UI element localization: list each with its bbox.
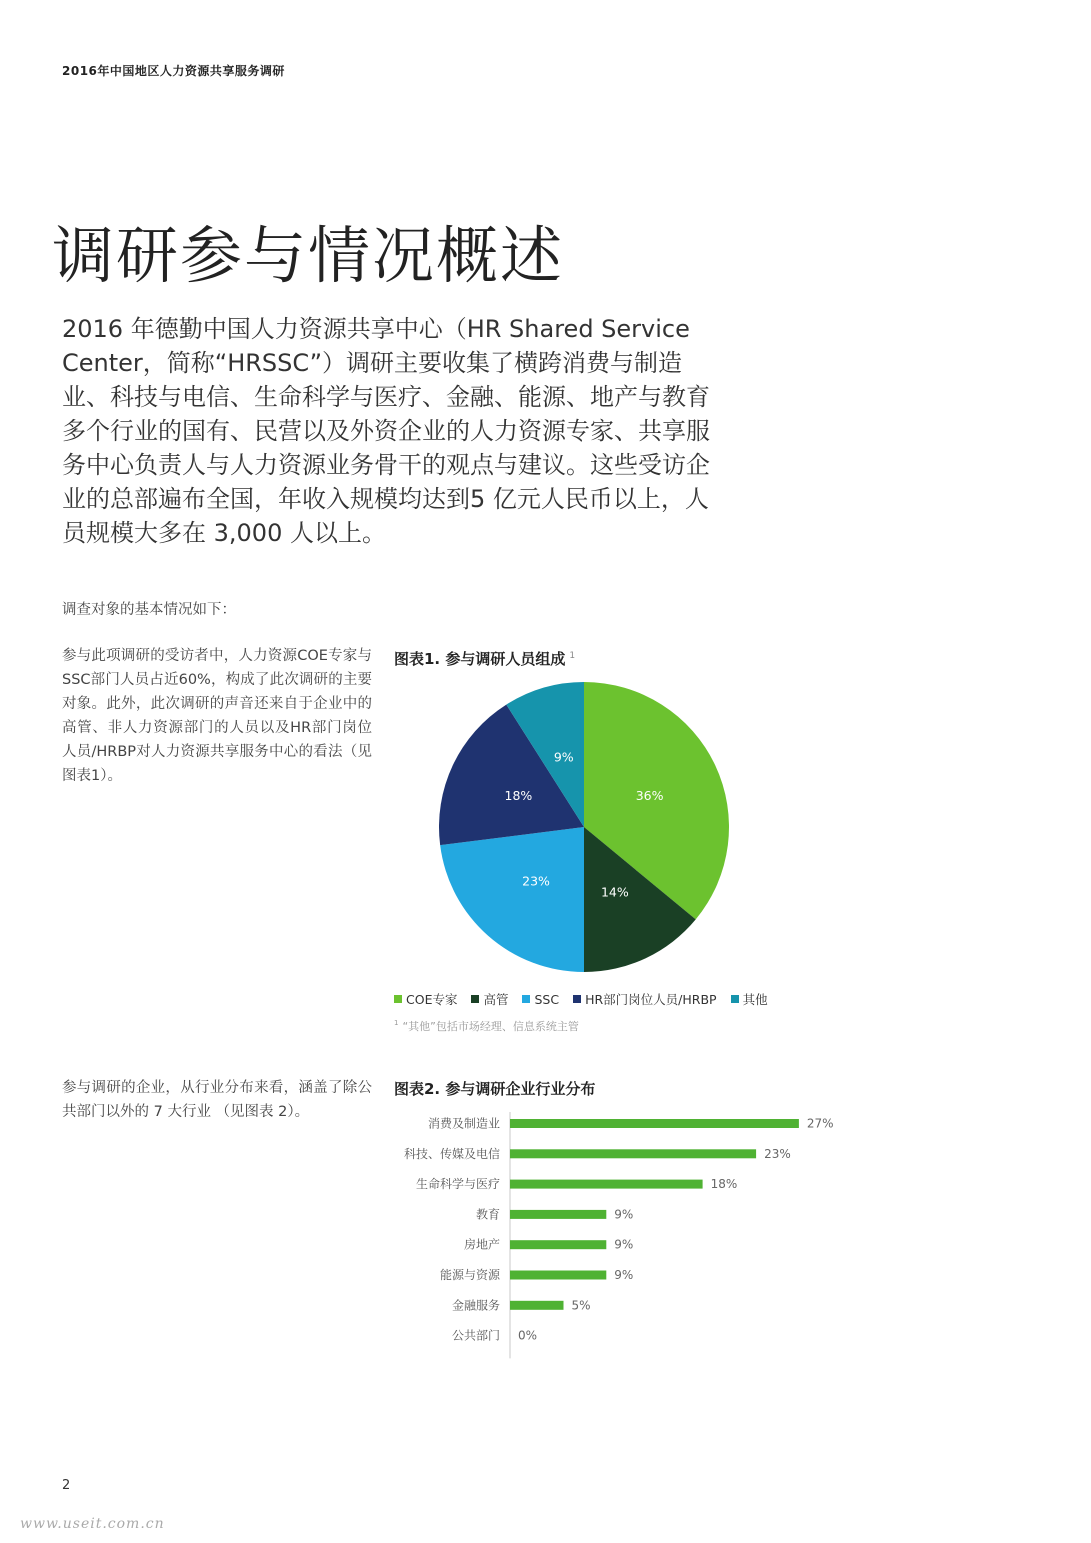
pie-chart (434, 677, 734, 977)
intro-paragraph: 2016 年德勤中国人力资源共享中心（HR Shared Service Center，简称“HRSSC”）调研主要收集了横跨消费与制造业、科技与电信、生命科学与医疗、金融、能源、地产与教育多个行业的国有、民营以及外资企业的人力资源专家、共享服务中心负责人与人力资源业务骨干的观点与建议。这些受访企业的总部遍布全国，年收入规模均达到5 亿元人民币以上，人员规模大多在 3,000 人以上。 (62, 315, 710, 547)
chart1-title-text: 图表1. 参与调研人员组成 (394, 650, 566, 668)
bar-category-3: 教育 (475, 1207, 500, 1222)
legend-item-2 (522, 990, 559, 1008)
chart1-title-footnote-mark: 1 (569, 651, 576, 661)
page-title: 调研参与情况概述 (52, 219, 565, 292)
pie-slice-label-1: 14% (600, 884, 629, 900)
bar-value-label-3: 9% (614, 1207, 634, 1222)
legend-swatch-4 (731, 995, 739, 1003)
bar-category-7: 公共部门 (451, 1328, 500, 1343)
bar-chart (394, 1112, 854, 1362)
legend-swatch-2 (522, 995, 530, 1003)
bar-category-1: 科技、传媒及电信 (403, 1146, 500, 1161)
bar-category-6: 金融服务 (451, 1298, 500, 1313)
footnote-mark: 1 (394, 1019, 399, 1028)
survey-intro-label: 调查对象的基本情况如下： (62, 602, 236, 618)
footnote-text: “其他”包括市场经理、信息系统主管 (402, 1020, 579, 1033)
running-header: 2016年中国地区人力资源共享服务调研 (62, 64, 285, 78)
bar-value-label-0: 27% (806, 1116, 834, 1131)
chart1-title (394, 648, 575, 669)
bar-category-4: 房地产 (463, 1237, 500, 1252)
bar-1 (510, 1149, 756, 1158)
section1-text: 参与此项调研的受访者中，人力资源COE专家与SSC部门人员占近60%，构成了此次调研的主要对象。此外，此次调研的声音还来自于企业中的高管、非人力资源部门的人员以及HR部门岗位人员/HRBP对人力资源共享服务中心的看法（见图表1）。 (62, 648, 372, 784)
legend-label-0: COE专家 (406, 992, 458, 1007)
watermark: www.useit.com.cn (20, 1516, 165, 1532)
pie-slice-label-0: 36% (635, 788, 664, 804)
legend-item-4 (731, 990, 768, 1008)
chart2-title: 图表2. 参与调研企业行业分布 (394, 1080, 596, 1098)
page-number: 2 (62, 1478, 71, 1493)
legend-item-3 (573, 990, 717, 1008)
bar-category-5: 能源与资源 (439, 1268, 500, 1282)
pie-legend (394, 990, 768, 1008)
section2-text: 参与调研的企业，从行业分布来看，涵盖了除公共部门以外的 7 大行业 （见图表 2）。 (62, 1080, 372, 1120)
legend-label-2: SSC (534, 991, 560, 1007)
bar-4 (510, 1240, 606, 1249)
legend-item-0 (394, 990, 457, 1008)
bar-3 (510, 1210, 606, 1219)
pie-slice-label-4: 9% (553, 749, 574, 765)
bar-6 (510, 1301, 564, 1310)
legend-swatch-3 (573, 995, 581, 1003)
bar-value-label-6: 5% (571, 1298, 591, 1313)
bar-value-label-1: 23% (764, 1146, 791, 1161)
pie-slice-label-2: 23% (522, 873, 550, 889)
bar-value-label-7: 0% (518, 1328, 538, 1343)
legend-item-1 (471, 990, 508, 1008)
bar-value-label-5: 9% (614, 1268, 634, 1282)
pie-slice-2 (440, 827, 584, 972)
legend-label-4: 其他 (742, 992, 768, 1007)
pie-slice-label-3: 18% (504, 788, 533, 804)
bar-value-label-4: 9% (614, 1237, 634, 1252)
bar-2 (510, 1180, 703, 1189)
legend-swatch-0 (394, 995, 402, 1003)
legend-swatch-1 (471, 995, 479, 1003)
bar-category-0: 消费及制造业 (427, 1116, 500, 1131)
bar-category-2: 生命科学与医疗 (415, 1177, 500, 1192)
bar-value-label-2: 18% (710, 1177, 738, 1192)
bar-5 (510, 1271, 606, 1280)
chart1-footnote (394, 1018, 579, 1034)
bar-0 (510, 1119, 799, 1128)
legend-label-3: HR部门岗位人员/HRBP (585, 992, 717, 1007)
legend-label-1: 高管 (483, 992, 509, 1007)
